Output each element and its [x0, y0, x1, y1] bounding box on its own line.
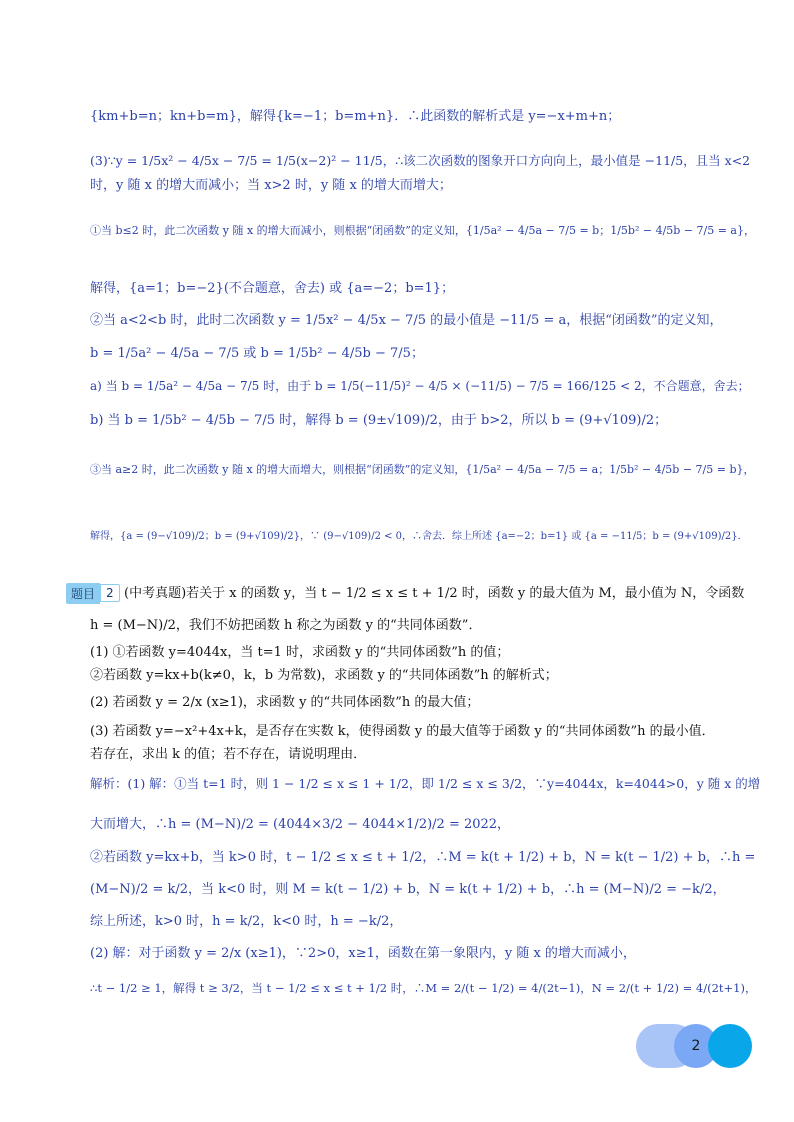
solution-line: b = 1/5a² − 4/5a − 7/5 或 b = 1/5b² − 4/5b − 7/5； — [90, 346, 424, 361]
question-line: 若存在，求出 k 的值；若不存在，请说明理由． — [90, 747, 367, 762]
solution-line: (M−N)/2 = k/2，当 k<0 时，则 M = k(t − 1/2) + b，N = k(t + 1/2) + b，∴h = (M−N)/2 = −k/2， — [90, 882, 726, 897]
solution-line: {km+b=n；kn+b=m}，解得{k=−1；b=m+n}．∴此函数的解析式是 y=−x+m+n； — [90, 109, 621, 124]
solution-line: 解得，{a = (9−√109)/2；b = (9+√109)/2}，∵ (9−√109)/2 < 0，∴舍去．综上所述 {a=−2；b=1} 或 {a = −11/5；b = (9+√109)/2}． — [90, 531, 748, 542]
solution-line: 解得，{a=1；b=−2}(不合题意，舍去) 或 {a=−2；b=1}； — [90, 281, 455, 296]
solution-line: (2) 解：对于函数 y = 2/x (x≥1)，∵2>0，x≥1，函数在第一象限内，y 随 x 的增大而减小， — [90, 946, 636, 961]
page-number-badge — [636, 1024, 752, 1068]
question-line: (1) ①若函数 y=4044x，当 t=1 时，求函数 y 的“共同体函数”h 的值； — [90, 645, 510, 660]
page-number: 2 — [691, 1038, 701, 1054]
question-line: ②若函数 y=kx+b(k≠0，k，b 为常数)，求函数 y 的“共同体函数”h 的解析式； — [90, 668, 558, 683]
solution-line: ②当 a<2<b 时，此时二次函数 y = 1/5x² − 4/5x − 7/5 的最小值是 −11/5 = a，根据“闭函数”的定义知， — [90, 313, 723, 328]
solution-line: ③当 a≥2 时，此二次函数 y 随 x 的增大而增大，则根据“闭函数”的定义知，{1/5a² − 4/5a − 7/5 = a；1/5b² − 4/5b − 7/5 = b}， — [90, 463, 755, 476]
solution-line: (3)∵y = 1/5x² − 4/5x − 7/5 = 1/5(x−2)² − 11/5，∴该二次函数的图象开口方向向上，最小值是 −11/5，且当 x<2 — [90, 153, 751, 168]
solution-line: 综上所述，k>0 时，h = k/2，k<0 时，h = −k/2， — [90, 914, 403, 929]
solution-line: b) 当 b = 1/5b² − 4/5b − 7/5 时，解得 b = (9±√109)/2，由于 b>2，所以 b = (9+√109)/2； — [90, 413, 668, 428]
question-badge-number: 2 — [100, 584, 120, 602]
solution-line: ①当 b≤2 时，此二次函数 y 随 x 的增大而减小，则根据“闭函数”的定义知，{1/5a² − 4/5a − 7/5 = b；1/5b² − 4/5b − 7/5 = a}， — [90, 224, 755, 237]
solution-line: ②若函数 y=kx+b，当 k>0 时，t − 1/2 ≤ x ≤ t + 1/2，∴M = k(t + 1/2) + b，N = k(t − 1/2) + b，∴h = — [90, 850, 756, 865]
question-badge-label: 题目 — [66, 583, 100, 604]
solution-line: a) 当 b = 1/5a² − 4/5a − 7/5 时，由于 b = 1/5(−11/5)² − 4/5 × (−11/5) − 7/5 = 166/125 < 2，不合题意，舍去； — [90, 379, 750, 393]
solution-line: 大而增大，∴h = (M−N)/2 = (4044×3/2 − 4044×1/2)/2 = 2022， — [90, 817, 511, 832]
question-line: (3) 若函数 y=−x²+4x+k，是否存在实数 k，使得函数 y 的最大值等于函数 y 的“共同体函数”h 的最小值． — [90, 724, 715, 739]
solution-line: 时，y 随 x 的增大而减小；当 x>2 时，y 随 x 的增大而增大； — [90, 178, 452, 193]
solution-line: 解析：(1) 解：①当 t=1 时，则 1 − 1/2 ≤ x ≤ 1 + 1/2，即 1/2 ≤ x ≤ 3/2，∵y=4044x，k=4044>0，y 随 x 的增 — [90, 776, 761, 791]
question-line: (中考真题)若关于 x 的函数 y，当 t − 1/2 ≤ x ≤ t + 1/2 时，函数 y 的最大值为 M，最小值为 N，令函数 — [124, 586, 745, 601]
question-line: (2) 若函数 y = 2/x (x≥1)，求函数 y 的“共同体函数”h 的最大值； — [90, 695, 480, 710]
question-badge — [66, 583, 120, 603]
question-line: h = (M−N)/2，我们不妨把函数 h 称之为函数 y 的“共同体函数”． — [90, 618, 482, 633]
solution-line: ∴t − 1/2 ≥ 1，解得 t ≥ 3/2，当 t − 1/2 ≤ x ≤ t + 1/2 时，∴M = 2/(t − 1/2) = 4/(2t−1)，N = 2/(t + 1/2) = 4/(2t+1)， — [90, 981, 757, 995]
